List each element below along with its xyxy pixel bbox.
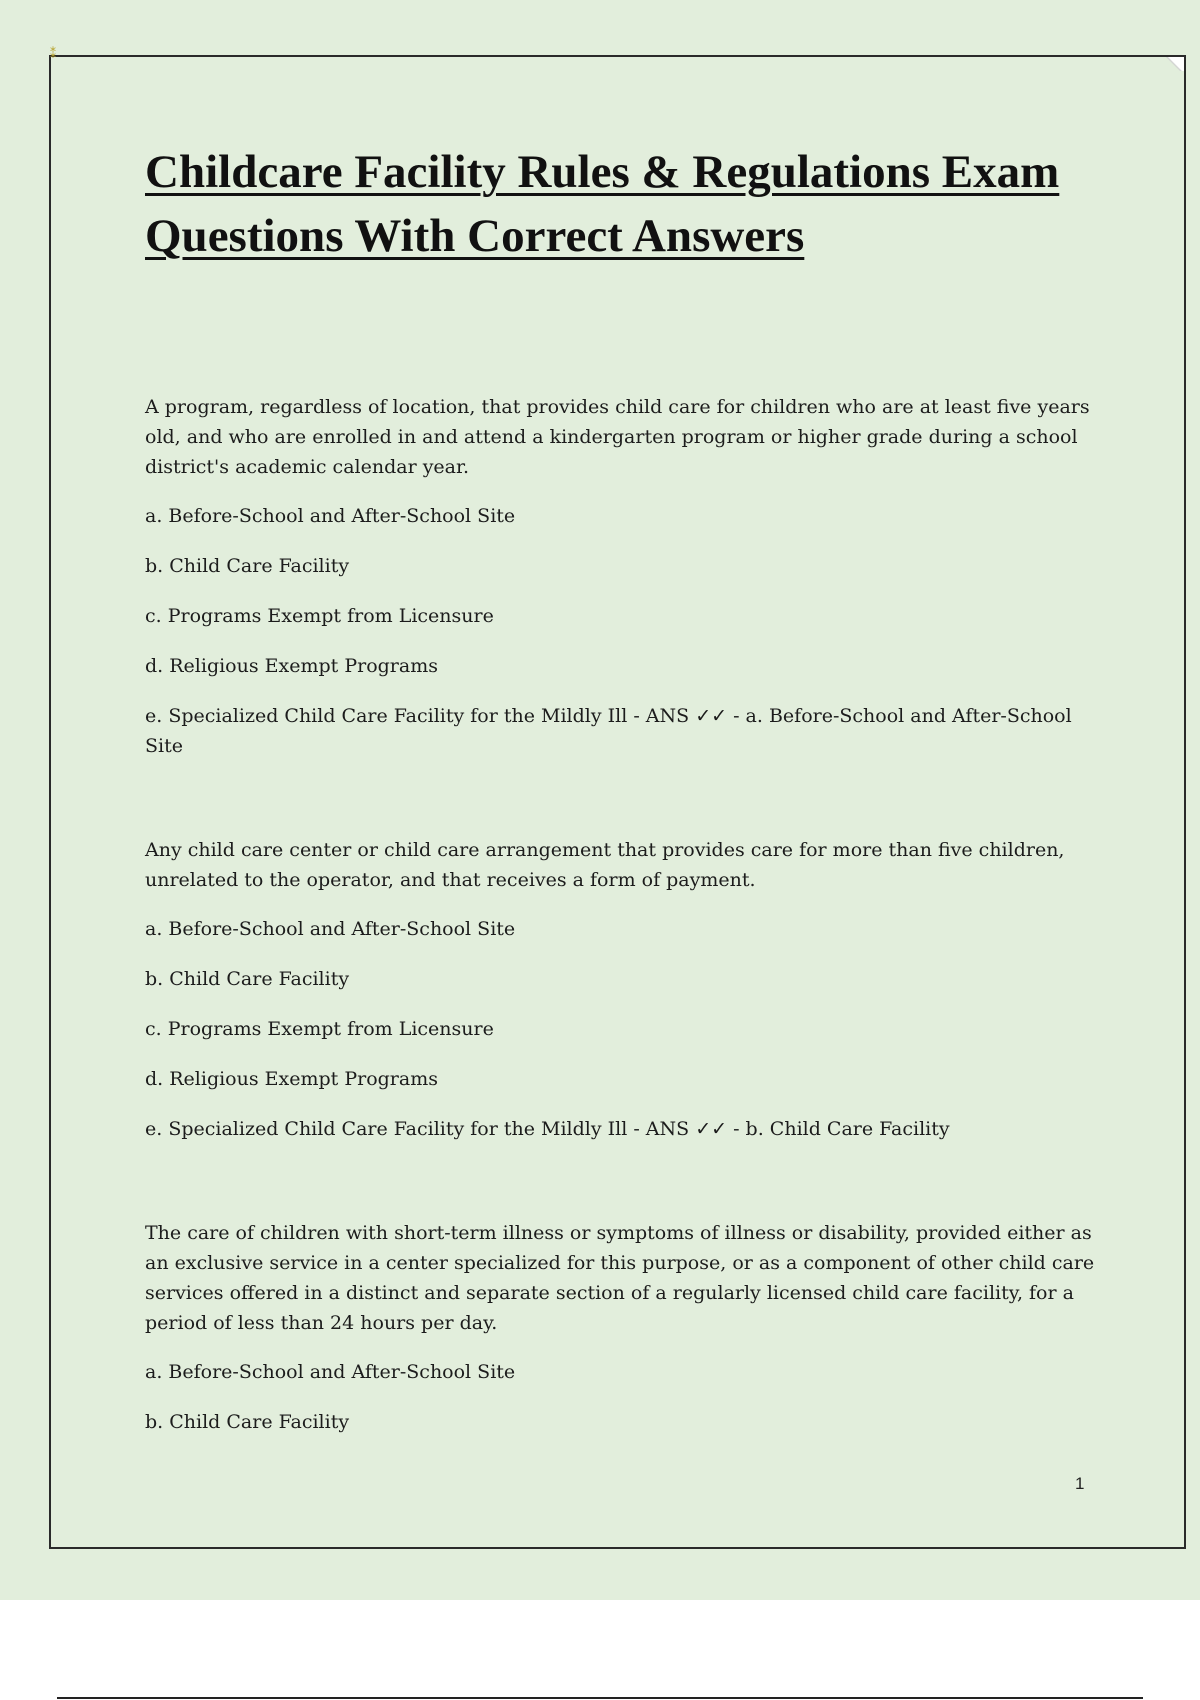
option-a: a. Before-School and After-School Site [145,505,516,527]
question-3 [145,1218,1095,1437]
option-b: b. Child Care Facility [145,968,350,990]
option-b: b. Child Care Facility [145,555,350,577]
option-a: a. Before-School and After-School Site [145,918,516,940]
question-text: A program, regardless of location, that provides child care for children who are at least five years old, and who are enrolled in and attend a kindergarten program or higher grade during a school district's academic calendar year. [145,396,1090,478]
option-c: c. Programs Exempt from Licensure [145,1018,494,1040]
question-spacer [145,761,1095,835]
questions-container [145,392,1095,1457]
correct-answer: b. Child Care Facility [745,1118,950,1140]
option-a: a. Before-School and After-School Site [145,1361,516,1383]
question-text: The care of children with short-term illness or symptoms of illness or disability, provided either as an exclusive service in a center specialized for this purpose, or as a component of other child care services offered in a distinct and separate section of a regularly licensed child care facility, for a period of less than 24 hours per day. [145,1222,1095,1334]
question-2 [145,835,1095,1144]
anchor-marker-icon: ⁑ [50,47,56,61]
option-c: c. Programs Exempt from Licensure [145,605,494,627]
question-1 [145,392,1095,761]
option-e-with-answer: e. Specialized Child Care Facility for the Mildly Ill - ANS ✓✓ - b. Child Care Facility [145,1118,950,1140]
footer-divider [57,1697,1143,1699]
option-e: e. Specialized Child Care Facility for the Mildly Ill [145,705,628,727]
document-title: Childcare Facility Rules & Regulations Exam Questions With Correct Answers [145,146,1060,262]
option-d: d. Religious Exempt Programs [145,1068,438,1090]
page-number: 1 [1075,1474,1085,1493]
page-curl-icon [1164,57,1184,71]
question-spacer [145,1144,1095,1218]
option-d: d. Religious Exempt Programs [145,655,438,677]
option-e: e. Specialized Child Care Facility for the Mildly Ill [145,1118,628,1140]
option-b: b. Child Care Facility [145,1411,350,1433]
correct-answer: a. Before-School and After-School Site [145,705,1072,757]
option-e-with-answer: e. Specialized Child Care Facility for the Mildly Ill - ANS ✓✓ - a. Before-School and After-School Site [145,705,1072,757]
answer-label: ANS ✓✓ [645,705,728,727]
question-text: Any child care center or child care arrangement that provides care for more than five children, unrelated to the operator, and that receives a form of payment. [145,839,1065,891]
answer-label: ANS ✓✓ [645,1118,728,1140]
